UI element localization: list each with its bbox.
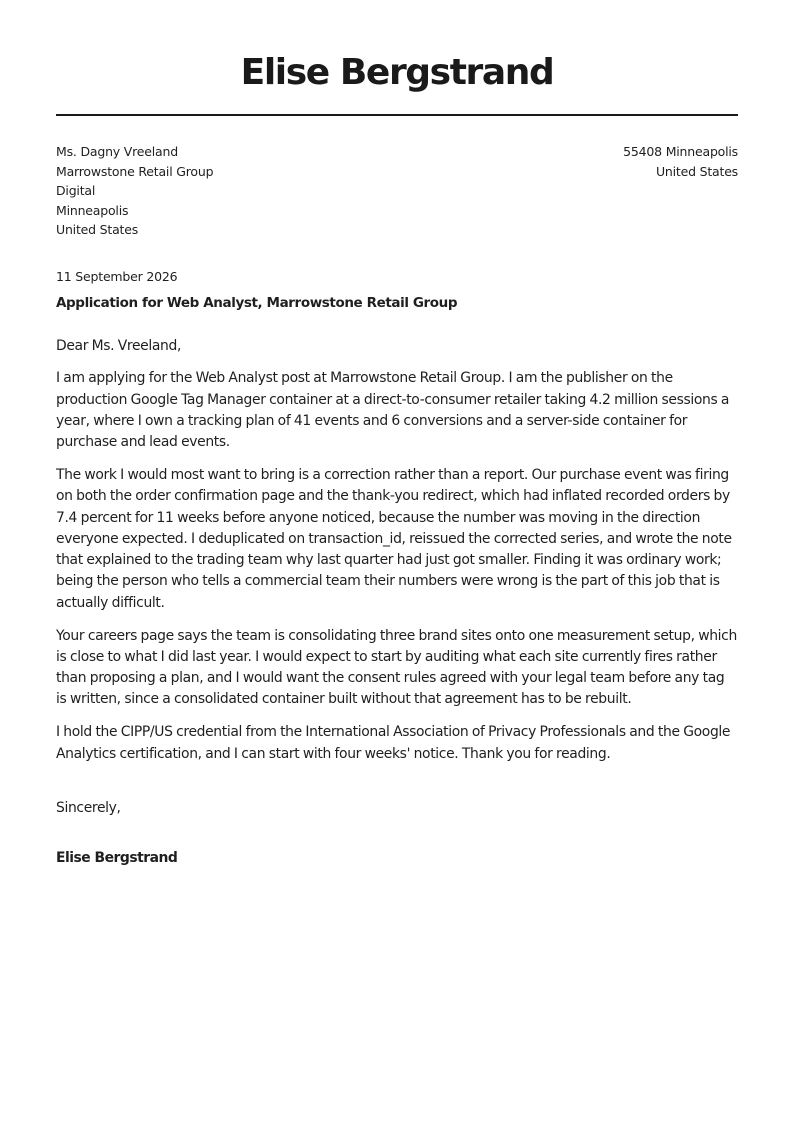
body-paragraph-3: Your careers page says the team is consolidating three brand sites onto one measurement setup, which is close to what I did last year. I would expect to start by auditing what each site currently fires rather than proposing a plan, and I would want the consent rules agreed with your legal team before any tag is written, since a consolidated container built without that agreement has to be rebuilt.: [56, 627, 737, 708]
letter-date: 11 September 2026: [56, 269, 178, 284]
sender-city: 55408 Minneapolis: [623, 144, 738, 159]
recipient-city: Minneapolis: [56, 202, 129, 218]
sender-country: United States: [655, 163, 738, 179]
sender-name-heading: Elise Bergstrand: [240, 52, 554, 93]
header-divider: [56, 114, 738, 116]
recipient-address: [56, 142, 213, 240]
recipient-country: United States: [56, 222, 139, 237]
body-paragraph-2: The work I would most want to bring is a correction rather than a report. Our purchase event was firing on both the order confirmation page and the thank-you redirect, which had inflated recorded orders by 7.4 percent for 11 weeks before anyone noticed, because the number was moving in the direction everyone expected. I deduplicated on transaction_id, reissued the corrected series, and wrote the note that explained to the trading team why last quarter had just got smaller. Finding it was ordinary work; being the person who tells a commercial team their numbers were wrong is the part of this job that is actually difficult.: [56, 466, 732, 611]
salutation: Dear Ms. Vreeland,: [56, 338, 182, 354]
letter-body: [56, 336, 738, 776]
body-paragraph-1: I am applying for the Web Analyst post at Marrowstone Retail Group. I am the publisher on the production Google Tag Manager container at a direct-to-consumer retailer taking 4.2 million sessions a year, where I own a tracking plan of 41 events and 6 conversions and a server-side container for purchase and lead events.: [56, 370, 730, 451]
sender-address: [623, 142, 738, 181]
recipient-company: Marrowstone Retail Group: [56, 163, 214, 179]
recipient-name: Ms. Dagny Vreeland: [56, 144, 178, 159]
closing: Sincerely,: [56, 800, 121, 816]
recipient-department: Digital: [56, 183, 96, 198]
signature-name: Elise Bergstrand: [56, 850, 178, 866]
body-paragraph-4: I hold the CIPP/US credential from the International Association of Privacy Professionals and the Google Analytics certification, and I can start with four weeks' notice. Thank you for reading.: [56, 724, 731, 762]
letter-subject: Application for Web Analyst, Marrowstone Retail Group: [56, 295, 458, 311]
